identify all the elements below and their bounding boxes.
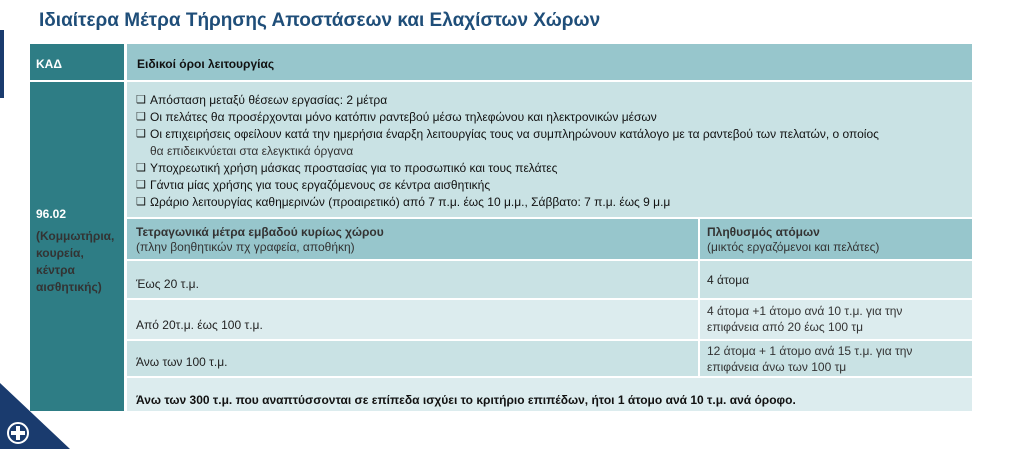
special-terms-header [127,44,972,80]
checkbox-bullet-icon: ❑ [136,162,146,174]
kad-desc-line: (Κομμωτήρια, [36,229,115,243]
bullet-text: Ωράριο λειτουργίας καθημερινών (προαιρετικό) από 7 π.μ. έως 10 μ.μ., Σάββατο: 7 π.μ. έως 9 μ.μ [150,195,671,209]
people-value: επιφάνεια άνω των 100 τμ [707,360,847,374]
area-column-header [127,219,698,259]
area-column-title: Τετραγωνικά μέτρα εμβαδού κυρίως χώρου [136,225,384,239]
table-footer-note [127,378,972,411]
kad-desc-line: αισθητικής) [36,280,102,294]
kad-header-label: ΚΑΔ [36,57,62,71]
checkbox-bullet-icon: ❑ [136,179,146,191]
kad-description [36,228,114,296]
bullet-continuation: θα επιδεικνύεται στα ελεγκτικά όργανα [150,144,354,158]
bullet-item [136,177,966,194]
people-value: επιφάνεια από 20 έως 100 τμ [707,320,864,334]
table-row-area [127,300,698,339]
population-column-subtitle: (μικτός εργαζόμενοι και πελάτες) [707,240,880,254]
bullet-text: Γάντια μίας χρήσης για τους εργαζόμενους σε κέντρα αισθητικής [150,178,491,192]
bullet-item [136,109,966,126]
checkbox-bullet-icon: ❑ [136,196,146,208]
population-column-title: Πληθυσμός ατόμων [707,225,820,239]
table-row-people [700,300,972,339]
page-title: Ιδιαίτερα Μέτρα Τήρησης Αποστάσεων και Ελαχίστων Χώρων [39,10,601,31]
bullet-text: Οι πελάτες θα προσέρχονται μόνο κατόπιν ραντεβού μέσω τηλεφώνου και ηλεκτρονικών μέσων [150,110,657,124]
bullet-item [136,92,966,109]
kad-desc-line: κέντρα [36,263,75,277]
table-row-people [700,261,972,298]
bullet-item [136,160,966,177]
bullet-text: Οι επιχειρήσεις οφείλουν κατά την ημερήσια έναρξη λειτουργίας τους να συμπληρώνουν κατάλογο με τα ραντεβού των πελατών, ο οποίος [150,127,879,141]
area-column-subtitle: (πλην βοηθητικών πχ γραφεία, αποθήκη) [136,240,355,254]
area-value: Από 20τ.μ. έως 100 τ.μ. [136,318,263,332]
special-terms-label: Ειδικοί όροι λειτουργίας [137,57,275,71]
people-value: 12 άτομα + 1 άτομο ανά 15 τ.μ. για την [707,344,913,358]
population-column-header [700,219,972,259]
left-edge-bar [0,30,4,98]
greek-government-emblem-icon [0,383,70,449]
area-value: Άνω των 100 τ.μ. [136,355,228,369]
footer-text: Άνω των 300 τ.μ. που αναπτύσσονται σε επίπεδα ισχύει το κριτήριο επιπέδων, ήτοι 1 άτομο ανά 10 τ.μ. ανά όροφο. [136,393,796,407]
table-row-people [700,341,972,376]
checkbox-bullet-icon: ❑ [136,94,146,106]
kad-code: 96.02 [36,207,67,221]
bullet-item [136,194,966,211]
people-value: 4 άτομα +1 άτομο ανά 10 τ.μ. για την [707,304,903,318]
bullet-list [136,92,966,211]
bullet-text: Υποχρεωτική χρήση μάσκας προστασίας για το προσωπικό και τους πελάτες [150,161,558,175]
people-value: 4 άτομα [707,273,750,287]
kad-desc-line: κουρεία, [36,246,84,260]
table-row-area [127,341,698,376]
checkbox-bullet-icon: ❑ [136,111,146,123]
checkbox-bullet-icon: ❑ [136,128,146,140]
area-value: Έως 20 τ.μ. [136,277,199,291]
table-row-area [127,261,698,298]
bullet-text: Απόσταση μεταξύ θέσεων εργασίας: 2 μέτρα [150,93,388,107]
bullet-item [136,126,966,160]
